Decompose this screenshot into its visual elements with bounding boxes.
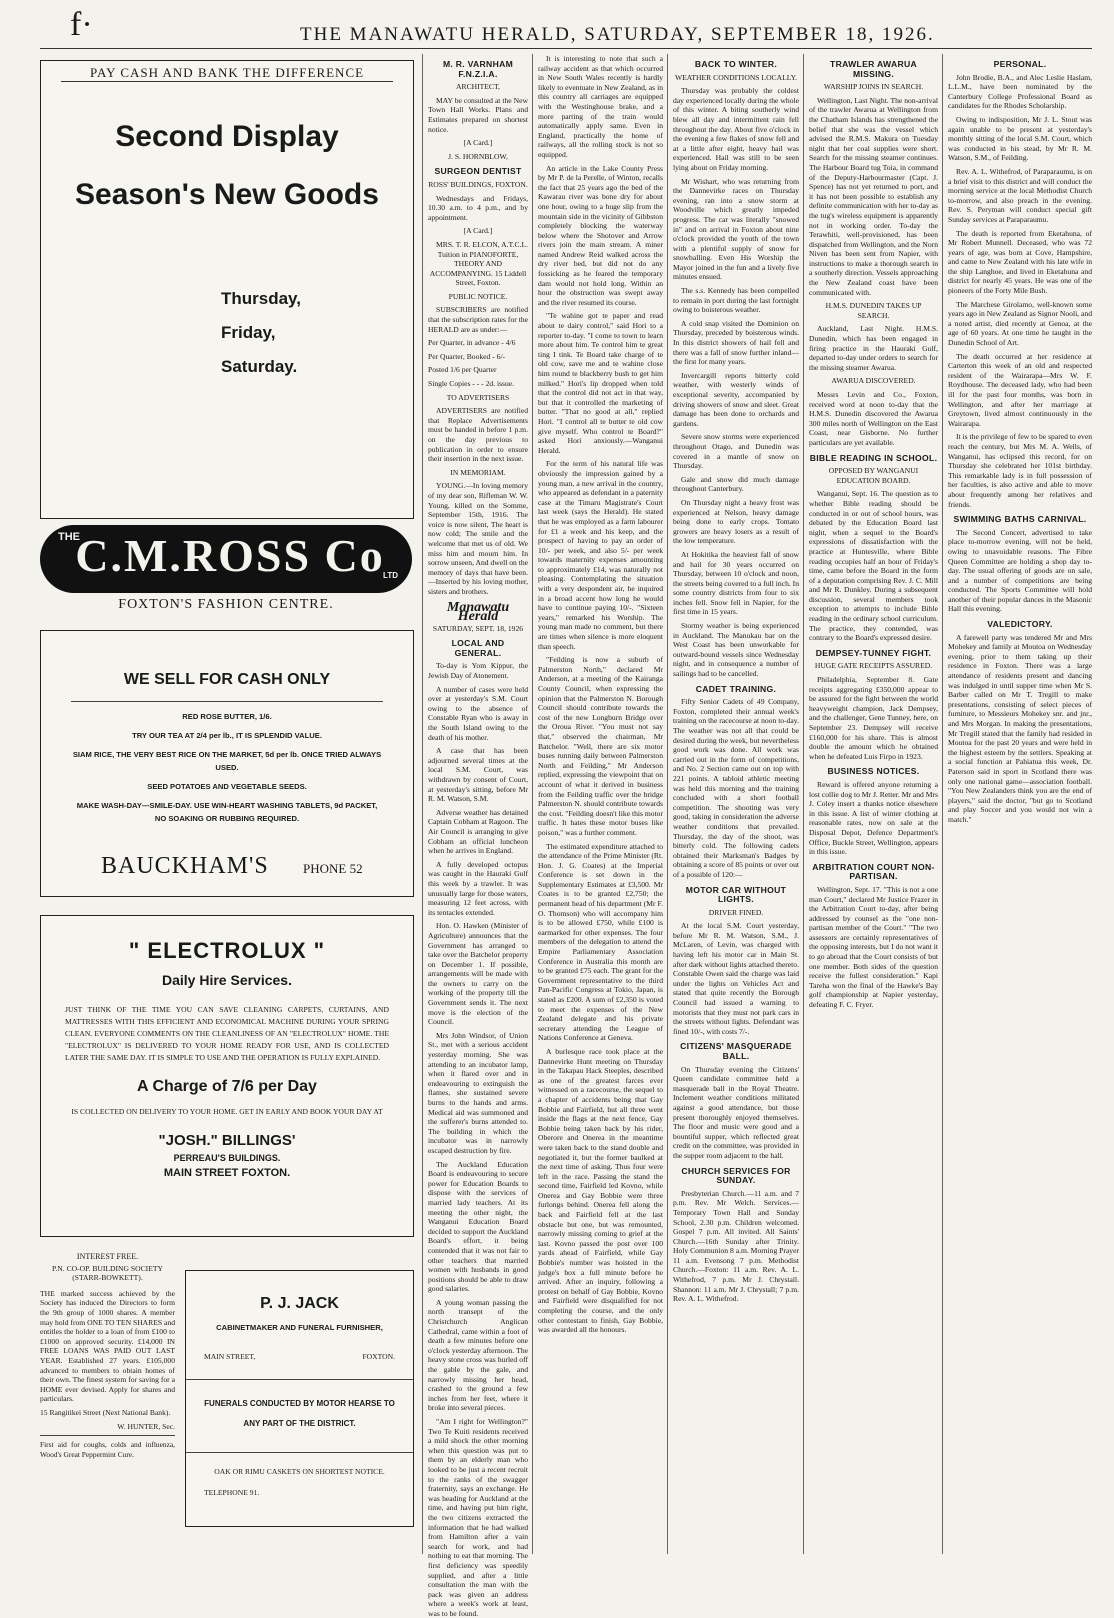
column-divider <box>422 54 423 1554</box>
column-3 <box>428 54 528 1618</box>
trawler-heading: TRAWLER AWARUA MISSING. <box>830 59 917 79</box>
news-item: The estimated expenditure attached to the attendance of the Prime Minister (Rt. Hon. J. G. Coates) at the Imperial Conference is set down in the Supplementary Estimates at £3,500. Mr Coates is to be granted £2,750; the permanent head of his department (Mr F. O. Thomson) who will accompany him is to be allowed £750, while £100 is earmarked for other expenses. The four members of the delegation to attend the Empire Parliamentary Association Conference in Australia this month are to be granted £75 each. The grant for the Government representative to the third Pan-Pacific Congress at Tokio, Japan, is stated as £200. A sum of £2,350 is voted to meet the expenses of the New Zealand delegate and his private secretary attending the League of Nations Conference at Geneva. <box>538 841 663 1043</box>
jack-town: FOXTON. <box>362 1352 395 1361</box>
local-item: Adverse weather has detained Captain Cobham at Ragoon. The Air Council is arranging to give Cobham an official luncheon when he arrives in England. <box>428 807 528 856</box>
local-item: A case that has been adjourned several times at the local S.M. Court, was withdrawn by consent of Court, at yesterday's sitting, before Mr R. M. Watson, S.M. <box>428 746 528 804</box>
motor-heading: MOTOR CAR WITHOUT LIGHTS. <box>685 884 787 905</box>
ad-day: Thursday, <box>221 289 301 308</box>
local-item: A number of cases were held over at yesterday's S.M. Court owing to the absence of Constable Ryan who is away in the South Island owing to the death of his mother. <box>428 684 528 742</box>
church-body: Presbyterian Church.—11 a.m. and 7 p.m. Rev. Mr Welch. Services.—Temporary Town Hall and Sunday School, 2.30 p.m. Children welcomed. Gospel 7 p.m. All invited. All Saints' Church.—16th Sunday after Trinity. Holy Communion 8 a.m. Morning Prayer 11 a.m. Evensong 7 p.m. Methodist Church.—Foxton: 11 a.m. Rev. A. L. Withefrod, 7 p.m. Mr J. Chrystall. Shannon: 11 a.m. Mr J. Chrystall; 7 p.m. Rev. A. L. Withefrod. <box>673 1188 799 1304</box>
bauckham-list <box>41 710 413 825</box>
electrolux-perreau: PERREAU'S BUILDINGS. <box>173 1153 281 1163</box>
ross-name: C.M.ROSS Co <box>75 530 385 581</box>
hornblow-address: ROSS' BUILDINGS, FOXTON. <box>428 179 528 189</box>
hornblow-name: J. S. HORNBLOW, <box>448 151 508 161</box>
ad-banner: PAY CASH AND BANK THE DIFFERENCE <box>61 65 393 82</box>
bauckham-ad <box>40 630 414 897</box>
bauckham-rule <box>71 701 383 702</box>
ad-headline-2: Season's New Goods <box>75 178 379 211</box>
jack-name: P. J. JACK <box>260 1295 339 1312</box>
jack-trade: CABINETMAKER AND FUNERAL FURNISHER, <box>216 1323 383 1332</box>
bauckham-phone: PHONE 52 <box>303 861 363 876</box>
column-divider <box>532 54 533 1554</box>
hornblow-hours: Wednesdays and Fridays, 10.30 a.m. to 4 p.m., and by appointment. <box>428 193 528 222</box>
jack-ad <box>185 1270 414 1527</box>
card-label: [A Card.] <box>463 226 493 236</box>
personal-item: Rev. A. L. Withefrod, of Paraparaumu, is on a brief visit to this district and will conduct the morning service at the local Methodist Church to-morrow, and also preach in the evening. Rev. S. Peryman will conduct special gift Sunday services at Paraparaumu. <box>948 166 1092 224</box>
memoriam-heading: IN MEMORIAM. <box>450 467 506 477</box>
ad-days <box>221 282 413 384</box>
winter-item: Mr Wishart, who was returning from the Dannevirke races on Thursday evening, ran into a snow storm at Woodville which greatly impeded progress. The car was literally "snowed in" and on arrival in Foxton about nine o'clock provided the youth of the town with a plentiful supply of snow for snowballing. Even His Worship the Mayor joined in the fun and a lively five minutes ensued. <box>673 176 799 282</box>
ross-ltd: LTD <box>383 571 398 580</box>
jack-rule <box>186 1379 413 1380</box>
valedictory-body: A farewell party was tendered Mr and Mrs Mohekey and family at Moutoa on Wednesday evening, prior to them taking up their residence in Foxton. There was a large attendance of residents present and dancing was indulged in until supper time when Mr S. Barber called on Mr T. Tregill to make presentations, consisting of select pieces of furniture, to Messieurs Mohekey snr. and jnr., and Mrs Morgan. In making the presentations, Mr Tregill stated that the family had resided in Moutoa for the past 20 years and were held in the highest esteem by the settlers. Speaking at a social function at Pahiatua this week, Dr. Paterson said in sport in Scotland there was only one national game—association football. "You New Zealanders think you are the end of players," said the doctor, "but go to Scotland and play Soccer and you would not win a match." <box>948 632 1092 824</box>
jack-street: MAIN STREET, <box>204 1352 256 1361</box>
electrolux-heading: " ELECTROLUX " <box>128 938 326 963</box>
winter-heading: BACK TO WINTER. <box>694 59 778 69</box>
ad-headline-1: Second Display <box>115 120 339 153</box>
local-general-heading: LOCAL AND GENERAL. <box>451 638 505 658</box>
local-item: Hon. O. Hawken (Minister of Agriculture) announces that the Government has arranged to take over the Batchelor property on December 1. If possible, arrangements will be made with the owners to carry on the working of the property till the Government sends it. The next move is the election of the Council. <box>428 921 528 1027</box>
local-item: To-day is Yom Kippur, the Jewish Day of Atonement. <box>428 661 528 681</box>
masthead <box>0 0 1114 48</box>
personal-heading: PERSONAL. <box>993 59 1047 69</box>
winter-item: Gale and snow did much damage throughout Canterbury. <box>673 474 799 494</box>
elcon-ad: MRS. T. R. ELCON, A.T.C.L. Tuition in PIANOFORTE, THEORY AND ACCOMPANYING. 15 Liddell Street, Foxton. <box>429 239 528 288</box>
church-heading: CHURCH SERVICES FOR SUNDAY. <box>681 1165 791 1186</box>
electrolux-ad <box>40 915 414 1237</box>
ad-day: Friday, <box>221 323 276 342</box>
column-6 <box>809 54 938 1550</box>
news-item: "Feilding is now a suburb of Palmerston North," declared Mr Anderson, at a meeting of the Kairanga County Council, when expressing the opinion that the Palmerston N. Borough Council should contribute towards the cost of the new Longburn Bridge over the Oroua River. "You must not say that," observed the chairman, Mr Batchelor. "Well, there are six motor buses running daily between Palmerston North and Feilding," Mr Anderson replied, expressing the viewpoint that on account of what it derived in business from the Feilding traffic over the bridge Palmerston N. should contribute towards the cost. "Feilding doesn't like this motor traffic. It hates these motor buses like poison," was a further comment. <box>538 655 663 837</box>
column-divider <box>803 54 804 1554</box>
bs-address: 15 Rangitikei Street (Next National Bank). <box>40 1407 171 1417</box>
motor-body: At the local S.M. Court yesterday, before Mr R. M. Watson, S.M., J. McLaren, of Levin, was charged with having left his motor car in Main St. after dark without lights attached thereto. Constable Owen said the charge was laid under the lights on Vehicles Act and stated that quite recently the Borough Council had issued a warning to motorists that they must not park cars in the streets without lights. Defendant was fined 10/-, with costs 7/-. <box>673 921 799 1036</box>
ross-logo <box>40 525 412 593</box>
personal-item: The death is reported from Eketahuna, of Mr Robert Munnell. Deceased, who was 72 years of age, was born at Cove, Hampshire, and came to New Zealand with his late wife in the ship Langhoe, and lived in Eketahuna and district for nearly 45 years. He was one of the pioneers of the Forty Mile Bush. <box>948 228 1092 296</box>
trawler-subheading: WARSHIP JOINS IN SEARCH. <box>823 82 924 92</box>
valedictory-heading: VALEDICTORY. <box>987 619 1053 630</box>
ross-tagline: FOXTON'S FASHION CENTRE. <box>118 597 334 612</box>
winter-subheading: WEATHER CONDITIONS LOCALLY. <box>674 72 798 82</box>
to-advertisers-heading: TO ADVERTISERS <box>446 392 510 402</box>
card-label: [A Card.] <box>463 138 493 148</box>
bs-name: P.N. CO-OP. BUILDING SOCIETY (STARR-BOWKETT). <box>52 1263 163 1283</box>
bible-heading: BIBLE READING IN SCHOOL. <box>809 452 938 463</box>
electrolux-josh: "JOSH." BILLINGS' <box>158 1132 296 1149</box>
bs-sec: W. HUNTER, Sec. <box>117 1421 175 1431</box>
page-mark: f· <box>70 6 93 43</box>
bauckham-heading: WE SELL FOR CASH ONLY <box>123 671 331 688</box>
local-item: A young woman passing the north transept of the Christchurch Anglican Cathedral, came within a foot of death a few minutes before one o'clock yesterday afternoon. The heavy stone cross was hurled off the gable by the gale, and narrowly missing her head, crashed to the ground a few inches from her feet, where it broke into several pieces. <box>428 1297 528 1413</box>
bs-rule <box>40 1435 175 1436</box>
masthead-rule <box>40 48 1092 49</box>
trawler-body: Wellington, Last Night. The non-arrival of the trawler Awarua at Wellington from the Chatham Islands has strengthened the belief that she was the vessel which advised the R.M.S. Makura on Tuesday night that her coal supplies were short. Search for the missing steamer continues. The Harbour Board tug Toia, in command of the Deputy-Harbourmaster (Capt. J. Spence) has not yet returned to port, and it has not been possible to establish any definite communication with her to-day as the tug's wireless equipment is apparently not in working order. To-day the Terawhiti, well-provisioned, has been dispatched from Wellington, and the Norn Niven has been sent from Napier, with instructions to make a thorough search in a southerly direction. Vessels approaching the New Zealand coast have been communicated with. <box>809 95 938 297</box>
winter-item: On Thursday night a heavy frost was experienced at Nelson, heavy damage being done to early crops. Tomato growers are heavy losers as a result of the low temperature. <box>673 497 799 546</box>
business-body: Reward is offered anyone returning a lost collie dog to Mr J. Retter. Mr and Mrs J. Coley insert a thanks notice elsewhere in this issue. A list of winter clothing at reasonable rates, now on sale at the Disposal Depot, Defence Department's Office, Buckle Street, Wellington, appears in this issue. <box>809 779 938 857</box>
swimming-heading: SWIMMING BATHS CARNIVAL. <box>953 514 1087 525</box>
personal-item: Owing to indisposition, Mr J. L. Stout was again unable to be present at yesterday's monthly sitting of the local S.M. Court, which was conducted in his stead, by Mr R. M. Watson, S.M., of Feilding. <box>948 114 1092 163</box>
paper-date: SATURDAY, SEPT. 18, 1926 <box>432 623 524 633</box>
winter-item: Stormy weather is being experienced in Auckland. The Manukau bar on the West Coast has been unworkable for outward-bound vessels since Wednesday night, and in consequence a number of sailings had to be cancelled. <box>673 621 799 679</box>
winter-item: The s.s. Kennedy has been compelled to remain in port during the last fortnight owing to boisterous weather. <box>673 286 799 315</box>
dunedin-body: Auckland, Last Night. H.M.S. Dunedin, which has been engaged in firing practice in the Hauraki Gulf, departed to-day under orders to search for the missing steamer Awarua. <box>809 324 938 372</box>
column-divider <box>942 54 943 1554</box>
memoriam-body: YOUNG.—In loving memory of my dear son, Rifleman W. W. Young, killed on the Somme, September 15th, 1916. The voice is now silent, The heart is now cold; The smile and the welcome that met us of old. We miss him and mourn him. In sorrow unseen, And dwell on the memory of days that have been. —Inserted by his loving mother, sisters and brothers. <box>428 481 528 596</box>
jack-tel: TELEPHONE 91. <box>204 1488 260 1497</box>
ross-ad <box>40 525 412 617</box>
electrolux-collected: IS COLLECTED ON DELIVERY TO YOUR HOME. GET IN EARLY AND BOOK YOUR DAY AT <box>71 1107 383 1116</box>
varnham-heading: M. R. VARNHAM F.N.Z.I.A. <box>442 59 514 79</box>
bauckham-line: SEED POTATOES AND VEGETABLE SEEDS. <box>147 782 307 791</box>
winter-item: At Hokitika the heaviest fall of snow and hail for 30 years occurred on Thursday, between 10 o'clock and noon, the streets being covered to a full inch. In some country districts from four to six inches fell. Snow fell in Napier, for the first time in 15 years. <box>673 549 799 617</box>
column-4 <box>538 54 663 1550</box>
jack-caskets: OAK OR RIMU CASKETS ON SHORTEST NOTICE. <box>214 1467 385 1476</box>
dempsey-body: Philadelphia, September 8. Gate receipts aggregating £350,000 appear to be assured for the fight between the world heavyweight champion, Jack Dempsey, and the challenger, Gene Tunney, here, on September 23. Dempsey will receive £160,000 for his share. This is almost double the amount which he obtained when he defeated Luis Firpo in 1923. <box>809 675 938 761</box>
local-item: "Am I right for Wellington?" Two Te Kuiti residents received a mild shock the other morning when this question was put to them by an elderly man who looked to be just a recent recruit to the ranks of the swagger fraternity, says an exchange. He was heading for Auckland at the time, and having put him right, the two citizens extracted the information that he had walked from Hamilton after a vain search for work, and had nothing to eat that morning. The first deficiency was speedily supplied, and after a little consultation the man with the pack was given an address where a week's work at least, was to be found. <box>428 1417 528 1618</box>
local-item: The Auckland Education Board is endeavouring to secure power for Education Boards to dispose with the services of married lady teachers. At its meeting the other night, the Wanganui Education Board decided to support the Auckland Board's effort, it being contended that it was not fair to other teachers that married women with husbands in good positions should be able to draw good salaries. <box>428 1159 528 1294</box>
cadet-heading: CADET TRAINING. <box>695 683 777 694</box>
masquerade-heading: CITIZENS' MASQUERADE BALL. <box>680 1041 792 1061</box>
second-display-ad <box>40 60 414 519</box>
advertisers-body: ADVERTISERS are notified that Replace Advertisements must be handed in before 1 p.m. on the day previous to publication in order to ensure their insertion in the next issue. <box>428 406 528 464</box>
bs-bottom: First aid for coughs, colds and influenza, Wood's Great Peppermint Cure. <box>40 1440 175 1459</box>
building-society-ad <box>40 1252 175 1550</box>
dunedin-heading: H.M.S. DUNEDIN TAKES UP SEARCH. <box>825 301 922 320</box>
news-item: A burlesque race took place at the Dannevirke Hunt meeting on Thursday in the Takapau Hack Steeples, described as one of the greatest farces ever witnessed on a racecourse, the sequel to a chapter of accidents being that Gay Bobbie and Fairfield, but all three went inside the flags at the next fence, Gay Bobbie being taken back by his rider, Oberore and Onerea in the meantime were taken back to the stand double and negotiated it, but the former baulked at the next time of asking. Thus four were left in the race. Passing the stand the second time, Fairfield led Kovno, while Onerea and Gay Bobbie were three furlongs behind. Onerea fell along the back and Fairfield fell at the last obstacle but one, but was remounted, narrowly missing coming to grief at the last. Kovno passed the post over 100 yards ahead of Fairfield, while Gay Bobbie's number was hoisted in the judge's box a full minute before he arrived. After an inquiry, following a protest on behalf of Gay Bobbie, Kovno and Fairfield were disqualified for not completing the course, and the only other contestant to finish, Gay Bobbie, was awarded all the honours. <box>538 1046 663 1335</box>
winter-item: Invercargill reports bitterly cold weather, with westerly winds of exceptional severity, accompanied by driving showers of snow and sleet. Great damage has been done to orchards and gardens. <box>673 370 799 428</box>
rate-line: Per Quarter, Booked - 6/- <box>428 351 506 361</box>
discovered-heading: AWARUA DISCOVERED. <box>831 376 916 386</box>
masquerade-body: On Thursday evening the Citizens' Queen candidate committee held a masquerade ball in the Royal Theatre. Inclement weather conditions militated against a good attendance, but those present thoroughly enjoyed themselves. The floor and music were good and a bountiful supper, which reflected great credit on the committee, was provided in the supper room adjacent to the hall. <box>673 1064 799 1160</box>
bs-body: THE marked success achieved by the Society has induced the Directors to form the 9th group of 1000 shares. A member may hold from ONE TO TEN SHARES and entitles the holder to a loan of from £100 to £1000 on approved security. £14,000 IN FREE LOANS WAS PAID OUT LAST YEAR. Established 27 years. £105,000 advanced to members to obtain homes of their own. The finest system for saving for a HOME ever devised. Apply for shares and particulars. <box>40 1288 175 1404</box>
subscribers-body: SUBSCRIBERS are notified that the subscription rates for the HERALD are as under:— <box>428 305 528 334</box>
winter-item: A cold snap visited the Dominion on Thursday, preceded by boisterous winds. In this district showers of hail fell and there was a fall of snow further inland—the first for many years. <box>673 318 799 367</box>
dempsey-heading: DEMPSEY-TUNNEY FIGHT. <box>815 647 932 658</box>
local-item: Mrs John Windsor, of Union St., met with a serious accident yesterday morning. She was attending to an incubator lamp, when it flared over and in endeavouring to extinguish the flames, she sustained severe burns to the hands and arms. Medical aid was summoned and the sufferer's burns attended to. The building in which the incubator was in narrowly escaped destruction by fire. <box>428 1030 528 1155</box>
bible-subheading: OPPOSED BY WANGANUI EDUCATION BOARD. <box>828 466 919 485</box>
bauckham-name: BAUCKHAM'S <box>101 853 269 879</box>
news-item: It is interesting to note that such a railway accident as that which occurred in New South Wales recently is hardly likely to eventuate in New Zealand, as in this country all carriages are equipped with the Westinghouse brake, and a more parting of the train would automatically apply same. Even in England, practically the home of railways, all the rolling stock is not so equipped. <box>538 54 663 159</box>
bauckham-line: MAKE WASH-DAY—SMILE-DAY. USE WIN-HEART WASHING TABLETS, 9d PACKET, NO SOAKING OR RUBBING REQUIRED. <box>76 801 378 823</box>
ad-day: Saturday. <box>221 357 298 376</box>
business-heading: BUSINESS NOTICES. <box>827 766 920 777</box>
news-item: "Te wahine got te paper and read about te dairy control," said Hori to a reporter to-day. "I come to town to learn more about him. Te control him te great ting I tink. Te Board take charge of te old cow, save me and te wahine close him round te blackberry bush to get him milked." Hori's lip dropped when told that the control did not act in that way, but that it controlled the marketing of butter. "That no good at all," replied Hori. "I control all te butter te old cow give myself. Who control te Board?" asked Hori anxiously.—Wanganui Herald. <box>538 311 663 455</box>
arbitration-heading: ARBITRATION COURT NON-PARTISAN. <box>812 861 935 882</box>
varnham-architect: ARCHITECT, <box>456 82 500 92</box>
newspaper-title: THE MANAWATU HERALD, SATURDAY, SEPTEMBER 18, 1926. <box>300 24 935 45</box>
winter-item: Severe snow storms were experienced throughout Otago, and Dunedin was covered in a mantle of snow on Thursday. <box>673 432 799 471</box>
cadet-body: Fifty Senior Cadets of 49 Company, Foxton, completed their annual week's training on the racecourse at noon to-day. The weather was not all that could be desired during the week, but nevertheless good work was done. All work was carried out in the form of competitions, and No. 2 Section came out on top with 221 points. A tabloid athletic meeting was held this morning and the training concluded with a short football competition. The shooting was very good, taking in consideration the adverse weather conditions that prevailed. Thursday, the day of the shoot, was bitterly cold. The following cadets obtained their Marksman's Badges by obtaining a score of 85 points or over out of a possible of 120:— <box>673 697 799 879</box>
hornblow-title: SURGEON DENTIST <box>434 166 522 177</box>
bauckham-line: TRY OUR TEA AT 2/4 per lb., IT IS SPLENDID VALUE. <box>132 731 322 740</box>
bs-title: INTEREST FREE. <box>76 1252 139 1261</box>
arbitration-body: Wellington, Sept. 17. "This is not a one man Court," declared Mr Justice Frazer in the Arbitration Court to-day, after being addressed by counsel as the "one non-partisan member of the Court." "The two assessors are certainly representatives of the opposing interests, but I do not want it to go abroad that the Court consists of but one member. Both sides of the question receive the fullest consideration." Kapi Tareha won the final of the Hawke's Bay golf championship at Napier yesterday, defeating F. C. Fryer. <box>809 884 938 1010</box>
jack-address <box>204 1352 395 1361</box>
rate-line: Posted 1/6 per Quarter <box>428 365 497 375</box>
personal-item: The Marchese Girolamo, well-known some years ago in New Zealand as Signor Nooli, and a noted artist, died recently at Genoa, at the age of 60 years. At one time he taught in the Dunedin School of Art. <box>948 299 1092 348</box>
bauckham-line: SIAM RICE, THE VERY BEST RICE ON THE MARKET, 5d per lb. ONCE TRIED ALWAYS USED. <box>72 750 382 772</box>
discovered-body: Messrs Levin and Co., Foxton, received word at noon to-day that the H.M.S. Dunedin discovered the Awarua 300 miles north of Wellington on the East Coast, near Gisborne. No further particulars are yet available. <box>809 390 938 447</box>
paper-name: Manawatu Herald <box>446 599 510 625</box>
electrolux-body: JUST THINK OF THE TIME YOU CAN SAVE CLEANING CARPETS, CURTAINS, AND MATTRESSES WITH THIS EFFICIENT AND ECONOMICAL MACHINE DURING YOUR SPRING CLEAN. EVERYONE COMMENTS ON THE CLEANLINESS OF AN "ELECTROLUX" HOME. THE "ELECTROLUX" IS DELIVERED TO YOUR HOME READY FOR USE, AND IS COLLECTED LATER THE SAME DAY. IT IS SIMPLE TO USE AND THE OPERATION IS FULLY EXPLAINED. <box>65 1005 389 1062</box>
personal-item: John Brodie, B.A., and Alec Leslie Haslam, L.L.M., have been nominated by the Canterbury College Professional Board as candidates for the Rhodes Scholarship. <box>948 72 1092 111</box>
bauckham-line: RED ROSE BUTTER, 1/6. <box>182 712 272 721</box>
rate-line: Single Copies - - - 2d. issue. <box>428 379 515 389</box>
column-5 <box>673 54 799 1550</box>
column-7 <box>948 54 1092 1550</box>
electrolux-charge: A Charge of 7/6 per Day <box>137 1078 317 1095</box>
electrolux-sub: Daily Hire Services. <box>162 972 292 988</box>
bible-body: Wanganui, Sept. 16. The question as to whether Bible reading should be conducted in or out of school hours, was debated by the Education Board last night, when a sequel to the Board's expressions of dissatisfaction with the practice at Huntesville, where Bible reading occupies half an hour of Friday's time, came before the Board in the form of a deputation comprising Rev. J. C. Mill and Mr R. Dunkley. During a subsequent discussion, several members took exception to attempts to include Bible reading in the ordinary school curriculum. The practice, they contended, was contrary to the Board's expressed desire. <box>809 489 938 643</box>
ross-the: THE <box>58 531 80 543</box>
jack-rule <box>186 1452 413 1453</box>
winter-item: Thursday was probably the coldest day experienced locally during the whole of this winter. A biting southerly wind blew all day and intermittent rain fell throughout the day. About five o'clock in the evening a few flakes of snow fell and at a little after eight, heavy hail was experienced. Hail was still to be seen lying about on Friday morning. <box>673 86 799 172</box>
personal-item: It is the privilege of few to be spared to even reach the century, but Mrs M. A. Wells, of Wanganui, has eclipsed this record, for on Thursday she celebrated her 101st birthday. This remarkable lady is in full possession of her faculties, is also active and able to move about frequently among her relatives and friends. <box>948 432 1092 509</box>
news-item: An article in the Lake County Press by Mr P. de la Perelle, of Winton, recalls the fact that 25 years ago the bed of the Kawarau river was bone dry for about one hour, owing to a huge slip from the mountain side in the vicinity of Gibbston completely blocking the waterway below where the Shotover and Arrow rivers join the main stream. A miner named Andrew Reid walked across the dry river bed, but did not do any fossicking as he feared the temporary dam would not hold long. Within an hour the obstruction was swept away and the river resumed its course. <box>538 163 663 307</box>
dempsey-subheading: HUGE GATE RECEIPTS ASSURED. <box>814 661 933 671</box>
column-divider <box>667 54 668 1554</box>
jack-funerals: FUNERALS CONDUCTED BY MOTOR HEARSE TO ANY PART OF THE DISTRICT. <box>204 1399 395 1428</box>
varnham-body: MAY be consulted at the New Town Hall Works. Plans and Estimates prepared on shortest notice. <box>428 95 528 134</box>
swimming-body: The Second Concert, advertised to take place to-morrow evening, will not be held, owing to unavoidable reasons. The Fibre Queen Committee are holding a shop day to-day. The usual offering of goods are on sale, and a number of competitions are being conducted. The Sports Committee will hold another of their popular dances in the Masonic Hall this evening. <box>948 527 1092 614</box>
news-item: For the term of his natural life was obviously the impression gained by a young man, a new arrival in the country, who appeared as defendant in a paternity case at the Timaru Magistrate's Court last week (says the Herald). He stated that he was employed as a farm labourer for £1 a week and his keep, and the prospect of having to pay an order of 10/- per week, and also 5/- per week towards maternity expenses amounting to approximately £14, was naturally not pleasing. Contemplating the situation with a very despondent air, he inquired in a broad accent how long he would have to continue paying 10/-. "Sixteen years," remarked his Worship. The young man made no comment, but there are times when silence is more eloquent than speech. <box>538 459 663 651</box>
subscription-rates <box>428 338 528 388</box>
local-item: A fully developed octopus was caught in the Hauraki Gulf this week by a trawler. It was unusually large for those waters, measuring 12 feet across, with its tentacles extended. <box>428 859 528 917</box>
motor-subheading: DRIVER FINED. <box>708 907 764 917</box>
personal-item: The death occurred at her residence at Carterton this week of an old and respected resident of the Wairarapa—Mrs W. F. Roydhouse. The deceased lady, who had been ill for the past four months, was born in Wellington, and after her marriage at Greytown, lived almost continuously in the Wairarapa. <box>948 351 1092 428</box>
rate-line: Per Quarter, in advance - 4/6 <box>428 338 516 348</box>
public-notice-heading: PUBLIC NOTICE. <box>448 291 508 301</box>
electrolux-street: MAIN STREET FOXTON. <box>163 1167 291 1179</box>
